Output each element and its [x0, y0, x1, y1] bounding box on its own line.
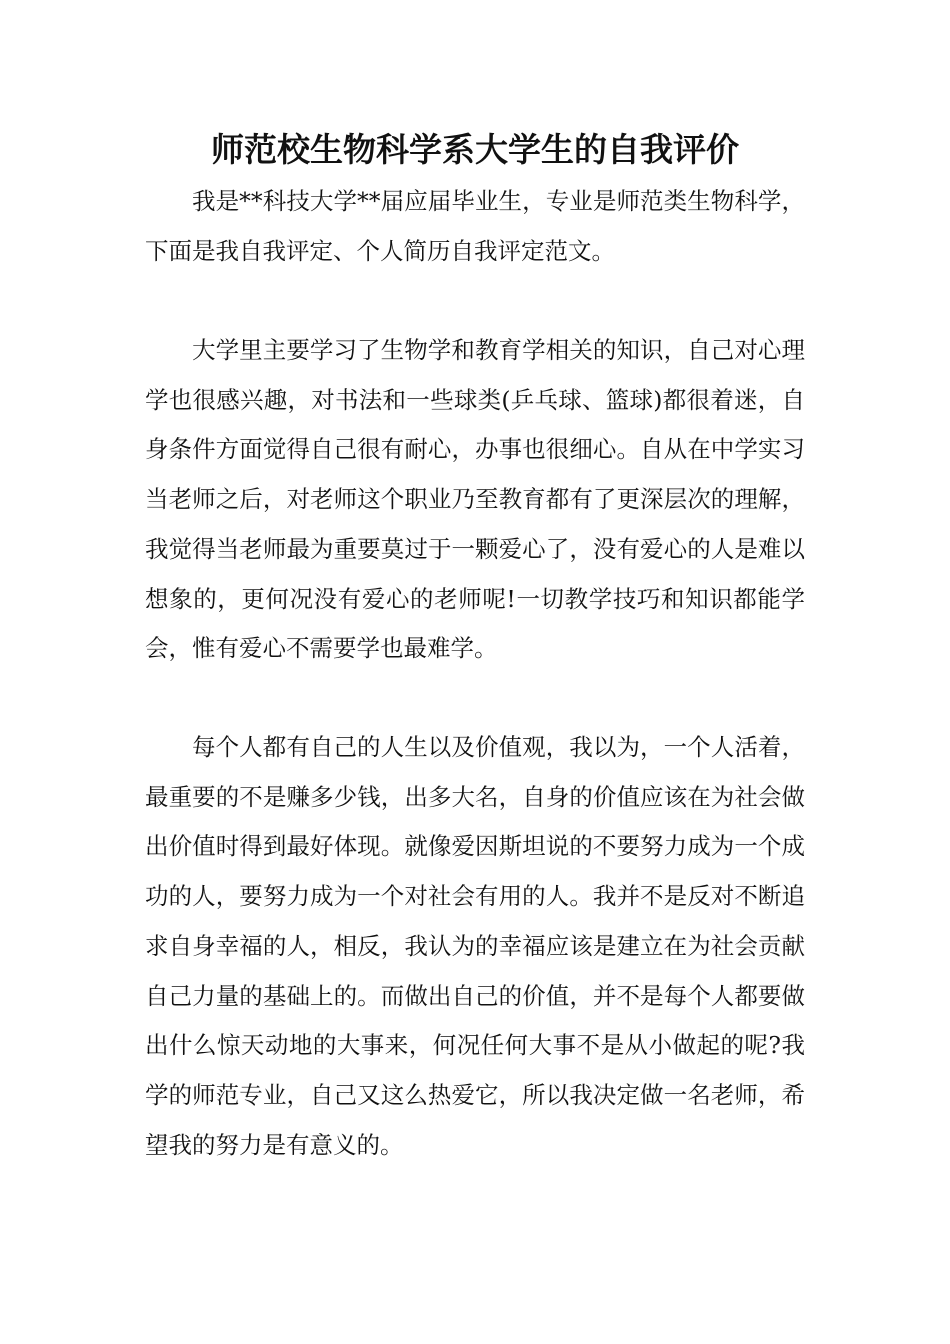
paragraph-values: 每个人都有自己的人生以及价值观，我以为，一个人活着，最重要的不是赚多少钱，出多大名，自身的价值应该在为社会做出价值时得到最好体现。就像爱因斯坦说的不要努力成为一个成功的人，要努力成为一个对社会有用的人。我并不是反对不断追求自身幸福的人，相反，我认为的幸福应该是建立在为社会贡献自己力量的基础上的。而做出自己的价值，并不是每个人都要做出什么惊天动地的大事来，何况任何大事不是从小做起的呢?我学的师范专业，自己又这么热爱它，所以我决定做一名老师，希望我的努力是有意义的。 — [145, 733, 805, 1159]
paragraph-study: 大学里主要学习了生物学和教育学相关的知识，自己对心理学也很感兴趣，对书法和一些球类(乒乓球、篮球)都很着迷，自身条件方面觉得自己很有耐心，办事也很细心。自从在中学实习当老师之后，对老师这个职业乃至教育都有了更深层次的理解，我觉得当老师最为重要莫过于一颗爱心了，没有爱心的人是难以想象的，更何况没有爱心的老师呢!一切教学技巧和知识都能学会，惟有爱心不需要学也最难学。 — [145, 336, 805, 663]
document-title: 师范校生物科学系大学生的自我评价 — [211, 130, 739, 169]
paragraph-intro: 我是**科技大学**届应届毕业生，专业是师范类生物科学，下面是我自我评定、个人简历自我评定范文。 — [145, 187, 805, 265]
